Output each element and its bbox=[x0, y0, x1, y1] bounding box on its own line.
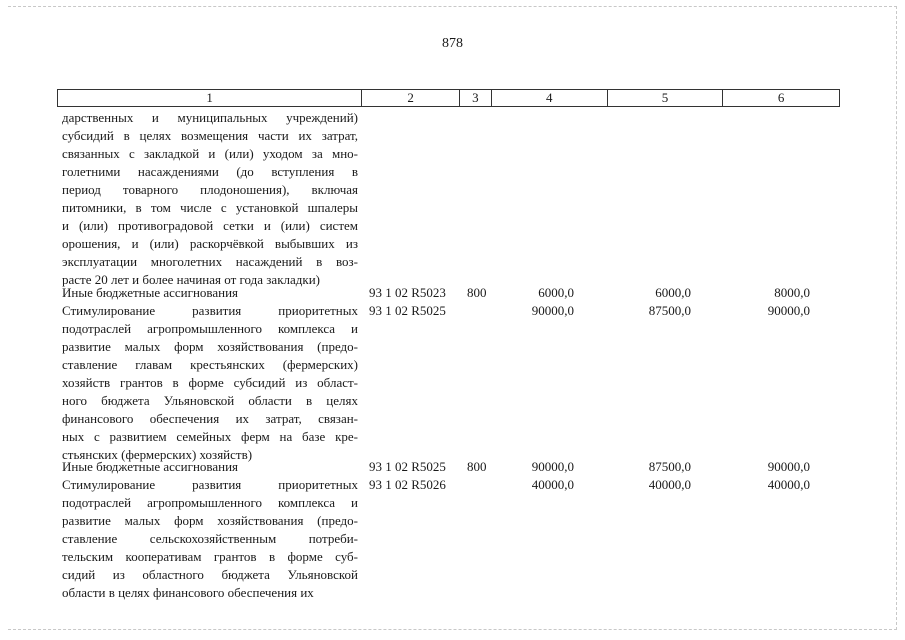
text-line: сидий из областного бюджета Ульяновской bbox=[62, 567, 358, 582]
text-line: стьянских (фермерских) хозяйств) bbox=[62, 447, 253, 462]
row-expense-type: 800 bbox=[467, 285, 487, 300]
row-description-continued bbox=[62, 109, 358, 289]
page-border-right bbox=[896, 6, 897, 630]
row-value-col6: 90000,0 bbox=[767, 303, 810, 318]
row-label: Иные бюджетные ассигнования bbox=[62, 459, 239, 474]
page-border-bottom bbox=[8, 629, 897, 630]
row-value-col6: 40000,0 bbox=[767, 477, 810, 492]
text-line: ставление главам крестьянских (фермерских) bbox=[62, 357, 358, 372]
table-header-row bbox=[57, 89, 840, 107]
text-line: расте 20 лет и более начиная от года закладки) bbox=[62, 272, 320, 287]
header-col-1: 1 bbox=[58, 90, 362, 106]
text-line: финансового обеспечения их затрат, связан- bbox=[62, 411, 358, 426]
text-line: тельским кооперативам грантов в форме суб- bbox=[62, 549, 358, 564]
row-description bbox=[62, 302, 358, 464]
row-code: 93 1 02 R5025 bbox=[369, 303, 446, 318]
row-expense-type: 800 bbox=[467, 459, 487, 474]
text-line: хозяйств грантов в форме субсидий из област- bbox=[62, 375, 358, 390]
text-line: развитие малых форм хозяйствования (предо- bbox=[62, 513, 358, 528]
text-line: голетними насаждениями (до вступления в bbox=[62, 164, 358, 179]
text-line: ставление сельскохозяйственным потреби- bbox=[62, 531, 358, 546]
text-line: эксплуатации многолетних насаждений в воз- bbox=[62, 254, 358, 269]
row-description bbox=[62, 476, 358, 602]
page-number: 878 bbox=[442, 36, 463, 51]
text-line: развитие малых форм хозяйствования (предо- bbox=[62, 339, 358, 354]
header-col-2: 2 bbox=[362, 90, 460, 106]
header-col-6: 6 bbox=[777, 90, 785, 105]
row-label: Иные бюджетные ассигнования bbox=[62, 285, 239, 300]
row-value-col5: 40000,0 bbox=[648, 477, 691, 492]
text-line: ных с развитием семейных ферм на базе кре- bbox=[62, 429, 358, 444]
row-code: 93 1 02 R5023 bbox=[369, 285, 446, 300]
text-line: связанных с закладкой и (или) уходом за мно- bbox=[62, 146, 358, 161]
text-line: ного бюджета Ульяновской области в целях bbox=[62, 393, 358, 408]
text-line: орошения, и (или) раскорчёвкой выбывших из bbox=[62, 236, 358, 251]
text-line: период товарного плодоношения), включая bbox=[62, 182, 358, 197]
row-value-col5: 87500,0 bbox=[648, 459, 691, 474]
text-line: области в целях финансового обеспечения их bbox=[62, 585, 314, 600]
row-value-col4: 6000,0 bbox=[538, 285, 574, 300]
row-code: 93 1 02 R5026 bbox=[369, 477, 446, 492]
row-code: 93 1 02 R5025 bbox=[369, 459, 446, 474]
row-value-col5: 87500,0 bbox=[648, 303, 691, 318]
text-line: подотраслей агропромышленного комплекса и bbox=[62, 321, 358, 336]
text-line: подотраслей агропромышленного комплекса и bbox=[62, 495, 358, 510]
text-line: и (или) противоградовой сетки и (или) систем bbox=[62, 218, 358, 233]
text-line: питомники, в том числе с установкой шпалеры bbox=[62, 200, 358, 215]
header-col-3: 3 bbox=[460, 90, 492, 106]
row-value-col4: 40000,0 bbox=[531, 477, 574, 492]
row-value-col6: 8000,0 bbox=[774, 285, 810, 300]
text-line: Стимулирование развития приоритетных bbox=[62, 303, 358, 318]
text-line: дарственных и муниципальных учреждений) bbox=[62, 110, 358, 125]
row-value-col5: 6000,0 bbox=[655, 285, 691, 300]
page-border-top bbox=[8, 6, 897, 7]
text-line: субсидий в целях возмещения части их затрат, bbox=[62, 128, 358, 143]
text-line: Стимулирование развития приоритетных bbox=[62, 477, 358, 492]
header-col-4: 4 bbox=[492, 90, 608, 106]
row-value-col4: 90000,0 bbox=[531, 459, 574, 474]
row-value-col4: 90000,0 bbox=[531, 303, 574, 318]
row-value-col6: 90000,0 bbox=[767, 459, 810, 474]
header-col-5: 5 bbox=[608, 90, 724, 106]
